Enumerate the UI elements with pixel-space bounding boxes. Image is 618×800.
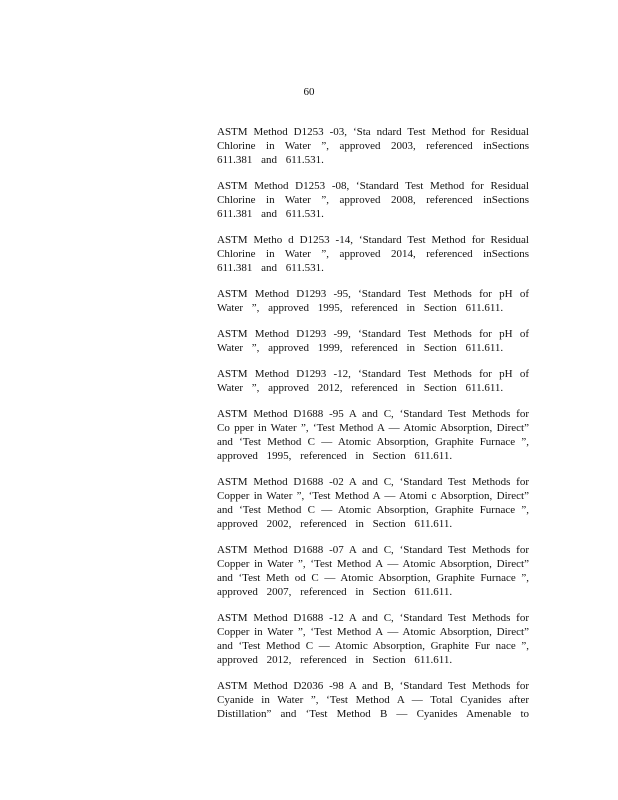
reference-line: ASTM Method D1253 -03, ‘Sta ndard Test Method for Residual bbox=[217, 126, 529, 138]
reference-line: ASTM Method D1688 -07 A and C, ‘Standard Test Methods for bbox=[217, 544, 529, 556]
page-number: 60 bbox=[303, 86, 315, 98]
reference-line: Water ”, approved 1999, referenced in Section 611.611. bbox=[217, 342, 504, 354]
reference-line: Distillation” and ‘Test Method B — Cyanides Amenable to bbox=[217, 708, 529, 720]
reference-line: and ‘Test Method C — Atomic Absorption, Graphite Furnace ”, bbox=[217, 436, 529, 448]
reference-line: ASTM Method D1688 -02 A and C, ‘Standard Test Methods for bbox=[217, 476, 529, 488]
reference-line: Water ”, approved 1995, referenced in Section 611.611. bbox=[217, 302, 504, 314]
reference-line: ASTM Method D1688 -95 A and C, ‘Standard Test Methods for bbox=[217, 408, 529, 420]
reference-line: approved 2012, referenced in Section 611.611. bbox=[217, 654, 453, 666]
reference-line: Copper in Water ”, ‘Test Method A — Atomic Absorption, Direct” bbox=[217, 626, 529, 638]
reference-line: Water ”, approved 2012, referenced in Section 611.611. bbox=[217, 382, 504, 394]
reference-line: ASTM Method D1293 -12, ‘Standard Test Methods for pH of bbox=[217, 368, 529, 380]
reference-line: ASTM Method D1253 -08, ‘Standard Test Method for Residual bbox=[217, 180, 529, 192]
reference-line: Chlorine in Water ”, approved 2003, referenced inSections bbox=[217, 140, 529, 152]
reference-line: Cyanide in Water ”, ‘Test Method A — Total Cyanides after bbox=[217, 694, 529, 706]
reference-line: ASTM Method D1688 -12 A and C, ‘Standard Test Methods for bbox=[217, 612, 529, 624]
reference-line: 611.381 and 611.531. bbox=[217, 262, 324, 274]
reference-entry bbox=[217, 475, 529, 531]
reference-line: ASTM Metho d D1253 -14, ‘Standard Test Method for Residual bbox=[217, 234, 529, 246]
reference-entry bbox=[217, 611, 529, 667]
reference-entry bbox=[217, 287, 529, 315]
reference-line: approved 2007, referenced in Section 611.611. bbox=[217, 586, 453, 598]
reference-line: and ‘Test Method C — Atomic Absorption, Graphite Furnace ”, bbox=[217, 504, 529, 516]
reference-entry bbox=[217, 233, 529, 275]
reference-line: 611.381 and 611.531. bbox=[217, 154, 324, 166]
reference-line: Copper in Water ”, ‘Test Method A — Atomic Absorption, Direct” bbox=[217, 558, 529, 570]
reference-line: Copper in Water ”, ‘Test Method A — Atomi c Absorption, Direct” bbox=[217, 490, 529, 502]
reference-line: Chlorine in Water ”, approved 2008, referenced inSections bbox=[217, 194, 529, 206]
reference-line: ASTM Method D1293 -95, ‘Standard Test Methods for pH of bbox=[217, 288, 529, 300]
reference-line: Chlorine in Water ”, approved 2014, referenced inSections bbox=[217, 248, 529, 260]
reference-entry bbox=[217, 543, 529, 599]
reference-line: Co pper in Water ”, ‘Test Method A — Atomic Absorption, Direct” bbox=[217, 422, 529, 434]
reference-line: ASTM Method D1293 -99, ‘Standard Test Methods for pH of bbox=[217, 328, 529, 340]
reference-entry bbox=[217, 407, 529, 463]
reference-line: approved 2002, referenced in Section 611.611. bbox=[217, 518, 453, 530]
reference-line: and ‘Test Meth od C — Atomic Absorption, Graphite Furnace ”, bbox=[217, 572, 529, 584]
reference-line: approved 1995, referenced in Section 611.611. bbox=[217, 450, 453, 462]
reference-entry bbox=[217, 679, 529, 721]
reference-entry bbox=[217, 125, 529, 167]
reference-entry bbox=[217, 327, 529, 355]
reference-entry bbox=[217, 367, 529, 395]
reference-list bbox=[217, 125, 529, 733]
reference-line: and ‘Test Method C — Atomic Absorption, Graphite Fur nace ”, bbox=[217, 640, 529, 652]
reference-entry bbox=[217, 179, 529, 221]
reference-line: ASTM Method D2036 -98 A and B, ‘Standard Test Methods for bbox=[217, 680, 529, 692]
reference-line: 611.381 and 611.531. bbox=[217, 208, 324, 220]
